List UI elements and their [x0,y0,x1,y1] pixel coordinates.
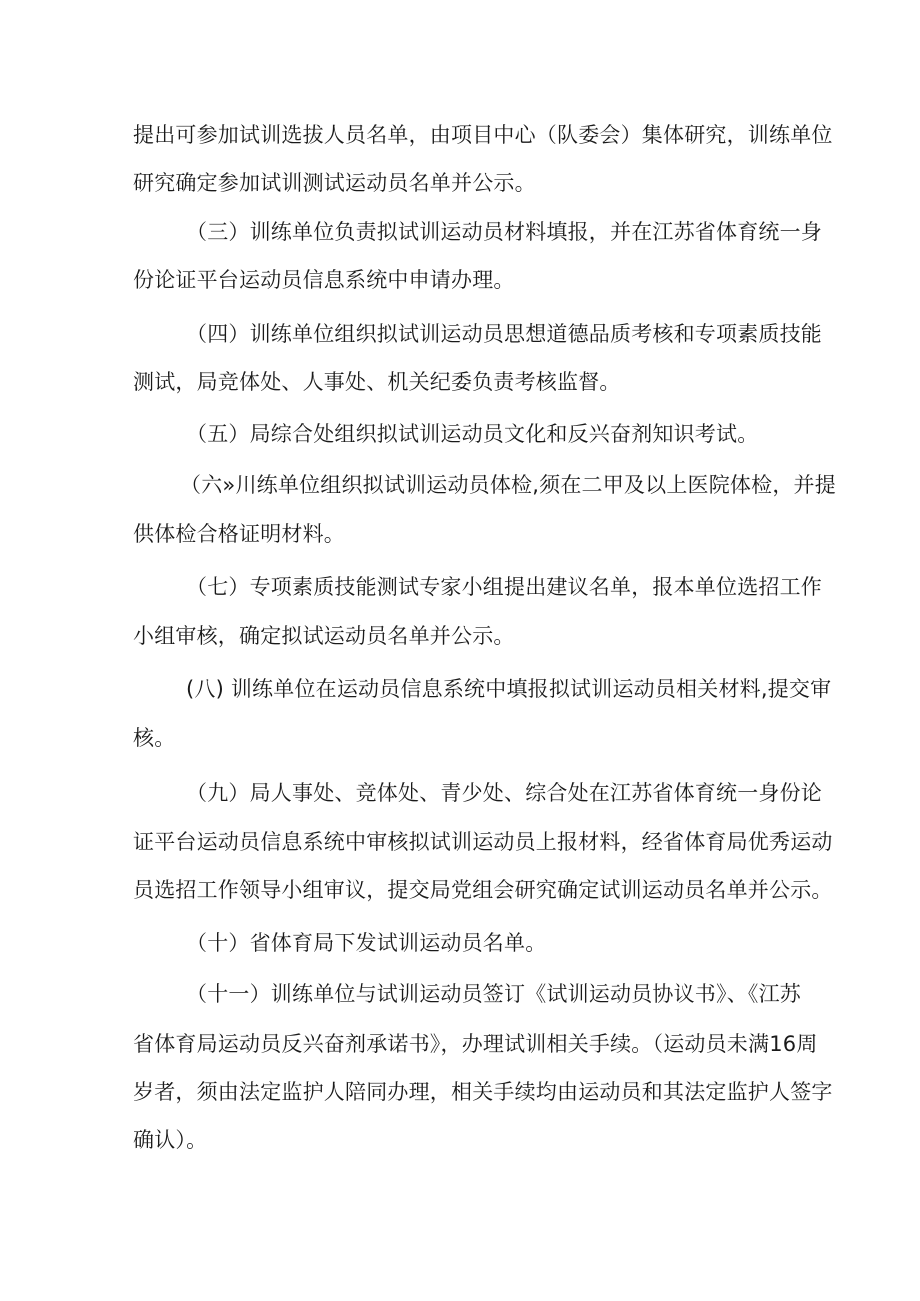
paragraph-line: （三）训练单位负责拟试训运动员材料填报，并在江苏省体育统一身 [186,220,822,244]
paragraph-line: （六»川练单位组织拟试训运动员体检,须在二甲及以上医院体检，并提 [180,473,836,497]
paragraph-line: （七）专项素质技能测试专家小组提出建议名单，报本单位选招工作 [186,575,822,599]
paragraph-line: 岁者，须由法定监护人陪同办理，相关手续均由运动员和其法定监护人签字 [133,1080,833,1104]
paragraph-line: （九）局人事处、竞体处、青少处、综合处在江苏省体育统一身份论 [186,781,822,805]
paragraph-line: 省体育局运动员反兴奋剂承诺书》，办理试训相关手续。（运动员未满16周 [133,1032,818,1056]
paragraph-line: (八) 训练单位在运动员信息系统中填报拟试训运动员相关材料,提交审 [186,677,832,701]
paragraph-line: 员选招工作领导小组审议，提交局党组会研究确定试训运动员名单并公示。 [133,878,833,902]
paragraph-line: 份论证平台运动员信息系统中申请办理。 [133,268,515,292]
paragraph-line: 证平台运动员信息系统中审核拟试训运动员上报材料，经省体育局优秀运动 [133,830,833,854]
paragraph-line: （四）训练单位组织拟试训运动员思想道德品质考核和专项素质技能 [186,322,822,346]
paragraph-line: 供体检合格证明材料。 [133,522,345,546]
paragraph-line: （五）局综合处组织拟试训运动员文化和反兴奋剂知识考试。 [186,422,759,446]
paragraph-line: （十）省体育局下发试训运动员名单。 [186,931,547,955]
paragraph-line: 测试，局竞体处、人事处、机关纪委负责考核监督。 [133,370,621,394]
paragraph-line: 核。 [133,726,176,750]
paragraph-line: 小组审核，确定拟试运动员名单并公示。 [133,624,515,648]
paragraph-line: 提出可参加试训选拔人员名单，由项目中心（队委会）集体研究，训练单位 [133,123,833,147]
paragraph-line: 确认）。 [133,1128,208,1152]
paragraph-line: （十一）训练单位与试训运动员签订《试训运动员协议书》、《江苏 [186,982,801,1006]
paragraph-line: 研究确定参加试训测试运动员名单并公示。 [133,171,536,195]
